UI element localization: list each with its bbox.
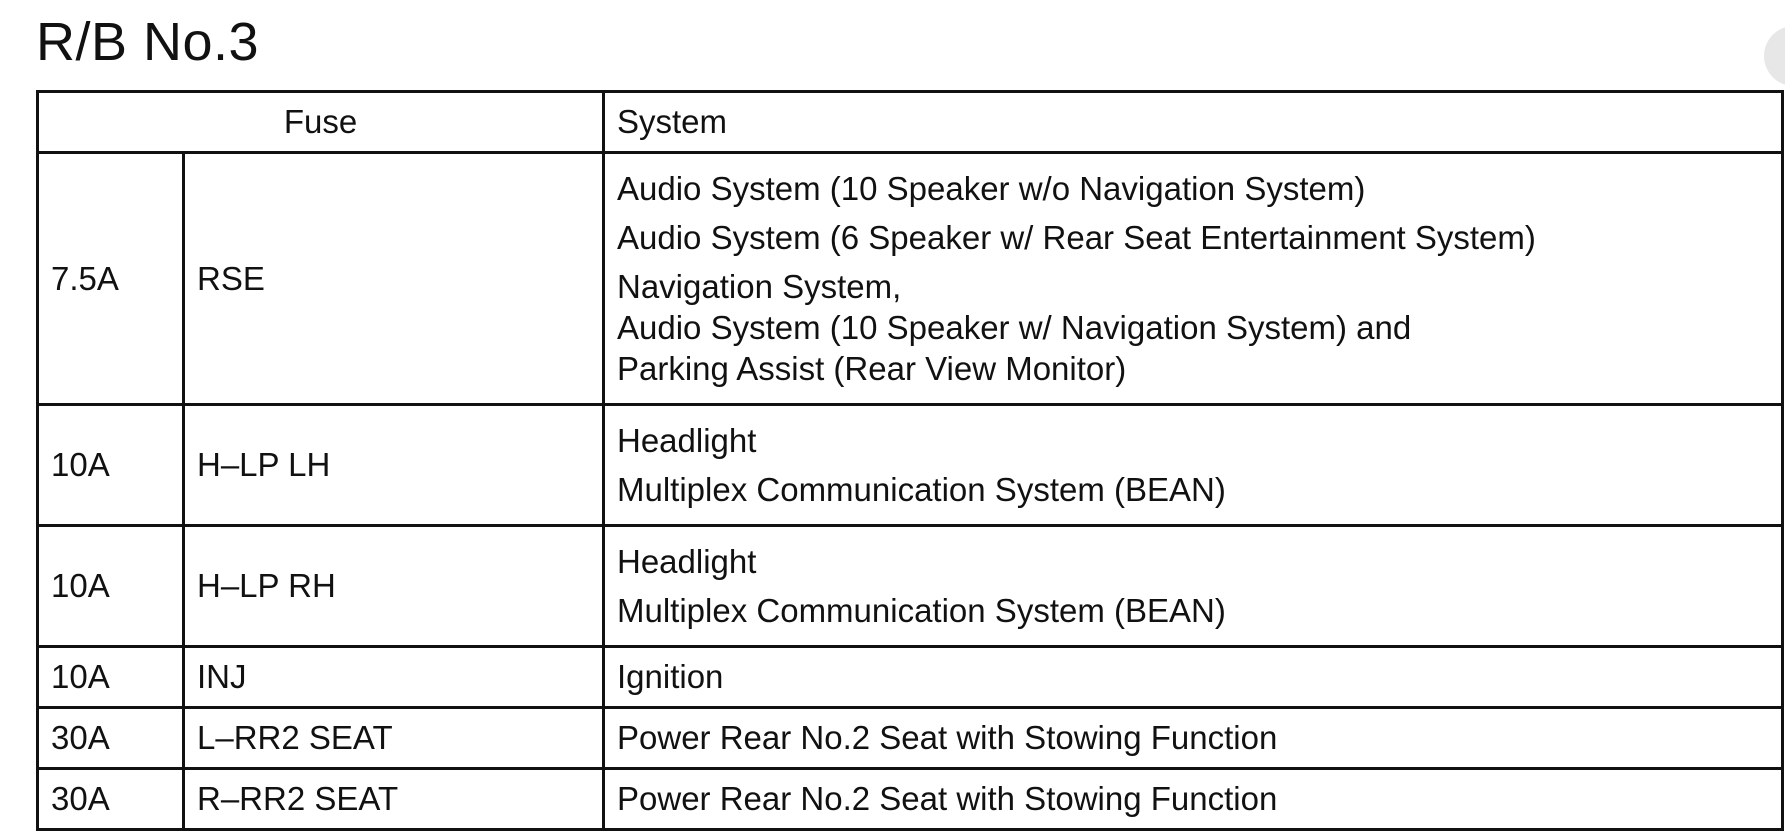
system-column-header: System (604, 92, 1783, 153)
fuse-amperage: 7.5A (38, 153, 184, 405)
fuse-column-header: Fuse (38, 92, 604, 153)
system-cell (604, 526, 1783, 647)
system-cell (604, 153, 1783, 405)
fuse-name: RSE (184, 153, 604, 405)
table-row (38, 526, 1783, 647)
system-cell (604, 405, 1783, 526)
fuse-name: L–RR2 SEAT (184, 708, 604, 769)
table-row (38, 405, 1783, 526)
system-entry: Headlight (617, 543, 757, 580)
system-entry: Audio System (6 Speaker w/ Rear Seat Entertainment System) (617, 219, 1536, 256)
table-header-row (38, 92, 1783, 153)
system-cell: Ignition (604, 647, 1783, 708)
fuse-amperage: 10A (38, 405, 184, 526)
page-title: R/B No.3 (36, 12, 260, 72)
fuse-amperage: 30A (38, 769, 184, 830)
system-cell: Power Rear No.2 Seat with Stowing Function (604, 769, 1783, 830)
fuse-amperage: 30A (38, 708, 184, 769)
system-entry: Headlight (617, 422, 757, 459)
fuse-table-body (38, 153, 1783, 830)
fuse-name: H–LP LH (184, 405, 604, 526)
table-row (38, 769, 1783, 830)
fuse-table (36, 90, 1784, 831)
system-entry: Audio System (10 Speaker w/o Navigation System) (617, 170, 1366, 207)
table-row (38, 647, 1783, 708)
fuse-name: INJ (184, 647, 604, 708)
system-cell: Power Rear No.2 Seat with Stowing Function (604, 708, 1783, 769)
fuse-amperage: 10A (38, 526, 184, 647)
scroll-handle[interactable] (1764, 26, 1785, 86)
table-row (38, 708, 1783, 769)
fuse-amperage: 10A (38, 647, 184, 708)
system-entry: Navigation System, Audio System (10 Speaker w/ Navigation System) and Parking Assist (Rear View Monitor) (617, 268, 1412, 387)
fuse-name: R–RR2 SEAT (184, 769, 604, 830)
table-row (38, 153, 1783, 405)
system-entry: Multiplex Communication System (BEAN) (617, 471, 1226, 508)
system-entry: Multiplex Communication System (BEAN) (617, 592, 1226, 629)
fuse-name: H–LP RH (184, 526, 604, 647)
